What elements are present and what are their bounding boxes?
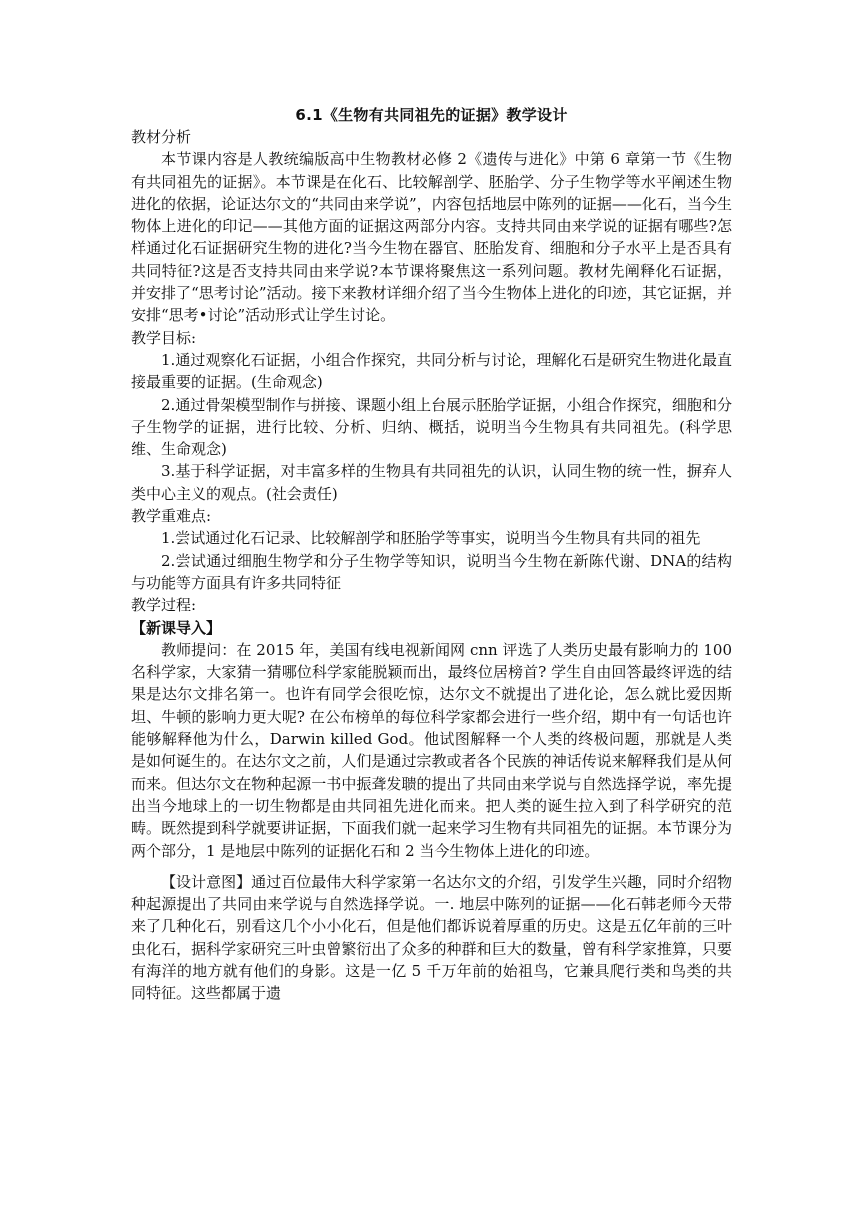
process-heading: 教学过程: [131,596,197,615]
design-intent-paragraph [131,871,732,1005]
goal-item: 3.基于科学证据，对丰富多样的生物具有共同祖先的认识，认同生物的统一性，摒弃人类中心主义的观点。(社会责任) [131,462,732,503]
intro-heading: 【新课导入】 [131,618,222,637]
document-title: 6.1《生物有共同祖先的证据》教学设计 [295,106,568,124]
goal-item: 2.通过骨架模型制作与拼接、课题小组上台展示胚胎学证据，小组合作探究，细胞和分子生物学的证据，进行比较、分析、归纳、概括，说明当今生物具有共同祖先。(科学思维、生命观念) [131,395,732,459]
design-intent-label: 【设计意图】 [161,872,252,891]
design-intent-text: 通过百位最伟大科学家第一名达尔文的介绍，引发学生兴趣，同时介绍物种起源提出了共同由来学说与自然选择学说。一. 地层中陈列的证据——化石韩老师今天带来了几种化石，别看这几个小小化石，但是他们都诉说着厚重的历史。这是五亿年前的三叶虫化石，据科学家研究三叶虫曾繁衍出了众多的种群和巨大的数量，曾有科学家推算，只要有海洋的地方就有他们的身影。这是一亿 5 千万年前的始祖鸟，它兼具爬行类和鸟类的共同特征。这些都属于遗 [131,872,732,1003]
analysis-heading: 教材分析 [131,128,192,146]
goal-item: 1.通过观察化石证据，小组合作探究，共同分析与讨论，理解化石是研究生物进化最直接最重要的证据。(生命观念) [131,350,732,392]
document-page [131,104,732,1005]
intro-paragraph: 教师提问：在 2015 年，美国有线电视新闻网 cnn 评选了人类历史最有影响力的 100 名科学家，大家猜一猜哪位科学家能脱颖而出，最终位居榜首? 学生自由回答最终评选的结果是达尔文排名第一。也许有同学会很吃惊，达尔文不就提出了进化论，怎么就比爱因斯坦、牛顿的影响力更大呢? 在公布榜单的每位科学家都会进行一些介绍，期中有一句话也许能够解释他为什么，Darwin killed God。他试图解释一个人类的终极问题，那就是人类是如何诞生的。在达尔文之前，人们是通过宗教或者各个民族的神话传说来解释我们是从何而来。但达尔文在物种起源一书中振聋发聩的提出了共同由来学说与自然选择学说，率先提出当今地球上的一切生物都是由共同祖先进化而来。把人类的诞生拉入到了科学研究的范畴。既然提到科学就要讲证据，下面我们就一起来学习生物有共同祖先的证据。本节课分为两个部分，1 是地层中陈列的证据化石和 2 当今生物体上进化的印迹。 [131,640,732,860]
keypoint-item: 2.尝试通过细胞生物学和分子生物学等知识，说明当今生物在新陈代谢、DNA的结构与功能等方面具有许多共同特征 [131,551,732,592]
analysis-paragraph: 本节课内容是人教统编版高中生物教材必修 2《遗传与进化》中第 6 章第一节《生物有共同祖先的证据》。本节课是在化石、比较解剖学、胚胎学、分子生物学等水平阐述生物进化的依据，论证达尔文的“共同由来学说”，内容包括地层中陈列的证据——化石，当今生物体上进化的印记——其他方面的证据这两部分内容。支持共同由来学说的证据有哪些?怎样通过化石证据研究生物的进化?当今生物在器官、胚胎发育、细胞和分子水平上是否具有共同特征?这是否支持共同由来学说?本节课将聚焦这一系列问题。教材先阐释化石证据，并安排了“思考讨论”活动。接下来教材详细介绍了当今生物体上进化的印迹，其它证据，并安排“思考•讨论”活动形式让学生讨论。 [131,150,732,325]
goals-heading: 教学目标: [131,328,197,347]
keypoints-heading: 教学重难点: [131,507,212,526]
keypoint-item: 1.尝试通过化石记录、比较解剖学和胚胎学等事实，说明当今生物具有共同的祖先 [161,529,701,548]
